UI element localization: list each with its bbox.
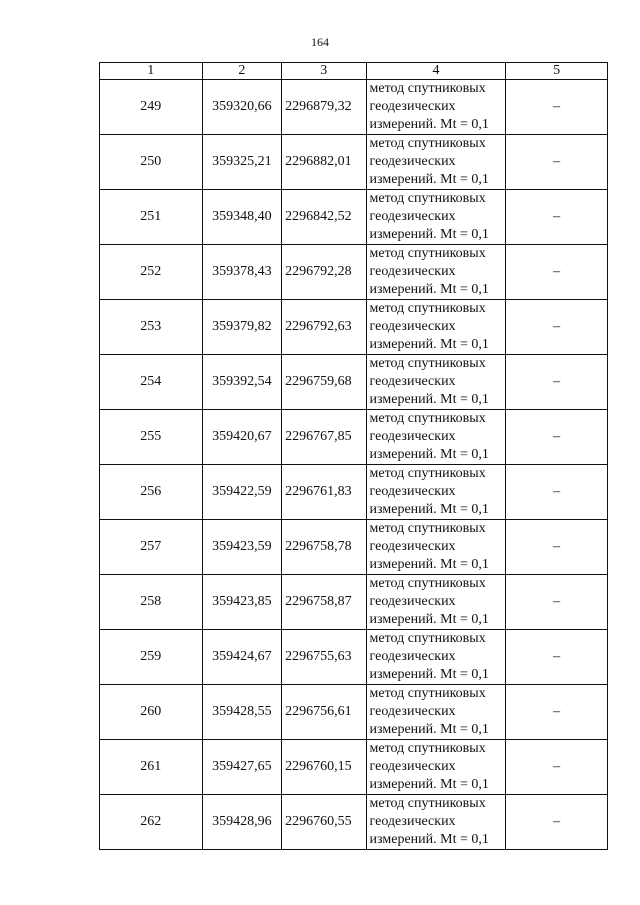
method-line: геодезических [369,484,456,499]
method-line: измерений. Mt = 0,1 [369,392,489,407]
method-line: геодезических [369,649,456,664]
x-coordinate-cell: 359420,67 [202,410,281,465]
column-header: 4 [366,63,506,80]
method-cell [366,190,506,245]
table-row [100,355,608,410]
method-line: измерений. Mt = 0,1 [369,832,489,847]
method-line: измерений. Mt = 0,1 [369,447,489,462]
method-line: измерений. Mt = 0,1 [369,667,489,682]
note-cell: – [506,80,608,135]
table-row [100,575,608,630]
method-cell [366,410,506,465]
y-coordinate-cell: 2296879,32 [282,80,366,135]
coordinates-table [99,62,608,850]
method-line: геодезических [369,429,456,444]
note-cell: – [506,520,608,575]
method-line: геодезических [369,814,456,829]
y-coordinate-cell: 2296792,63 [282,300,366,355]
column-header: 3 [282,63,366,80]
method-cell [366,465,506,520]
method-cell [366,520,506,575]
y-coordinate-cell: 2296758,78 [282,520,366,575]
method-line: метод спутниковых [369,686,486,701]
table-row [100,465,608,520]
y-coordinate-cell: 2296760,55 [282,795,366,850]
method-cell [366,795,506,850]
method-cell [366,575,506,630]
method-line: метод спутниковых [369,466,486,481]
x-coordinate-cell: 359325,21 [202,135,281,190]
point-number-cell: 255 [100,410,203,465]
column-header: 5 [506,63,608,80]
method-line: метод спутниковых [369,246,486,261]
method-line: метод спутниковых [369,81,486,96]
page-number: 164 [311,35,329,49]
note-cell: – [506,300,608,355]
method-line: метод спутниковых [369,521,486,536]
table-row [100,80,608,135]
table-row [100,410,608,465]
method-line: геодезических [369,374,456,389]
table-row [100,630,608,685]
method-line: метод спутниковых [369,796,486,811]
note-cell: – [506,575,608,630]
method-line: измерений. Mt = 0,1 [369,227,489,242]
method-line: метод спутниковых [369,356,486,371]
table-row [100,300,608,355]
note-cell: – [506,740,608,795]
column-header: 1 [100,63,203,80]
method-cell [366,80,506,135]
y-coordinate-cell: 2296755,63 [282,630,366,685]
method-line: измерений. Mt = 0,1 [369,612,489,627]
table-row [100,245,608,300]
y-coordinate-cell: 2296760,15 [282,740,366,795]
table-row [100,795,608,850]
x-coordinate-cell: 359423,59 [202,520,281,575]
method-line: измерений. Mt = 0,1 [369,117,489,132]
x-coordinate-cell: 359379,82 [202,300,281,355]
note-cell: – [506,245,608,300]
note-cell: – [506,685,608,740]
table-row [100,135,608,190]
method-line: метод спутниковых [369,631,486,646]
point-number-cell: 252 [100,245,203,300]
method-line: метод спутниковых [369,411,486,426]
x-coordinate-cell: 359428,96 [202,795,281,850]
table-row [100,190,608,245]
method-line: измерений. Mt = 0,1 [369,722,489,737]
point-number-cell: 260 [100,685,203,740]
point-number-cell: 262 [100,795,203,850]
method-cell [366,355,506,410]
y-coordinate-cell: 2296759,68 [282,355,366,410]
y-coordinate-cell: 2296756,61 [282,685,366,740]
method-cell [366,135,506,190]
method-line: геодезических [369,539,456,554]
method-line: геодезических [369,759,456,774]
method-cell [366,300,506,355]
point-number-cell: 251 [100,190,203,245]
x-coordinate-cell: 359423,85 [202,575,281,630]
point-number-cell: 261 [100,740,203,795]
note-cell: – [506,135,608,190]
method-line: метод спутниковых [369,741,486,756]
x-coordinate-cell: 359428,55 [202,685,281,740]
x-coordinate-cell: 359424,67 [202,630,281,685]
y-coordinate-cell: 2296792,28 [282,245,366,300]
point-number-cell: 253 [100,300,203,355]
table-header-row [100,63,608,80]
x-coordinate-cell: 359348,40 [202,190,281,245]
point-number-cell: 258 [100,575,203,630]
method-line: геодезических [369,704,456,719]
method-line: геодезических [369,209,456,224]
note-cell: – [506,630,608,685]
method-cell [366,245,506,300]
method-line: метод спутниковых [369,191,486,206]
method-cell [366,740,506,795]
method-line: геодезических [369,594,456,609]
y-coordinate-cell: 2296842,52 [282,190,366,245]
x-coordinate-cell: 359427,65 [202,740,281,795]
method-line: измерений. Mt = 0,1 [369,172,489,187]
method-line: метод спутниковых [369,136,486,151]
point-number-cell: 259 [100,630,203,685]
y-coordinate-cell: 2296761,83 [282,465,366,520]
method-line: геодезических [369,99,456,114]
method-cell [366,630,506,685]
method-line: метод спутниковых [369,576,486,591]
note-cell: – [506,410,608,465]
note-cell: – [506,465,608,520]
x-coordinate-cell: 359392,54 [202,355,281,410]
table-row [100,520,608,575]
method-line: метод спутниковых [369,301,486,316]
method-line: измерений. Mt = 0,1 [369,777,489,792]
method-line: измерений. Mt = 0,1 [369,502,489,517]
point-number-cell: 254 [100,355,203,410]
table-row [100,740,608,795]
point-number-cell: 249 [100,80,203,135]
method-cell [366,685,506,740]
point-number-cell: 256 [100,465,203,520]
method-line: измерений. Mt = 0,1 [369,557,489,572]
note-cell: – [506,190,608,245]
method-line: измерений. Mt = 0,1 [369,282,489,297]
note-cell: – [506,795,608,850]
x-coordinate-cell: 359378,43 [202,245,281,300]
x-coordinate-cell: 359422,59 [202,465,281,520]
point-number-cell: 250 [100,135,203,190]
y-coordinate-cell: 2296882,01 [282,135,366,190]
table-row [100,685,608,740]
x-coordinate-cell: 359320,66 [202,80,281,135]
note-cell: – [506,355,608,410]
y-coordinate-cell: 2296758,87 [282,575,366,630]
point-number-cell: 257 [100,520,203,575]
method-line: геодезических [369,154,456,169]
y-coordinate-cell: 2296767,85 [282,410,366,465]
method-line: измерений. Mt = 0,1 [369,337,489,352]
method-line: геодезических [369,319,456,334]
method-line: геодезических [369,264,456,279]
column-header: 2 [202,63,281,80]
